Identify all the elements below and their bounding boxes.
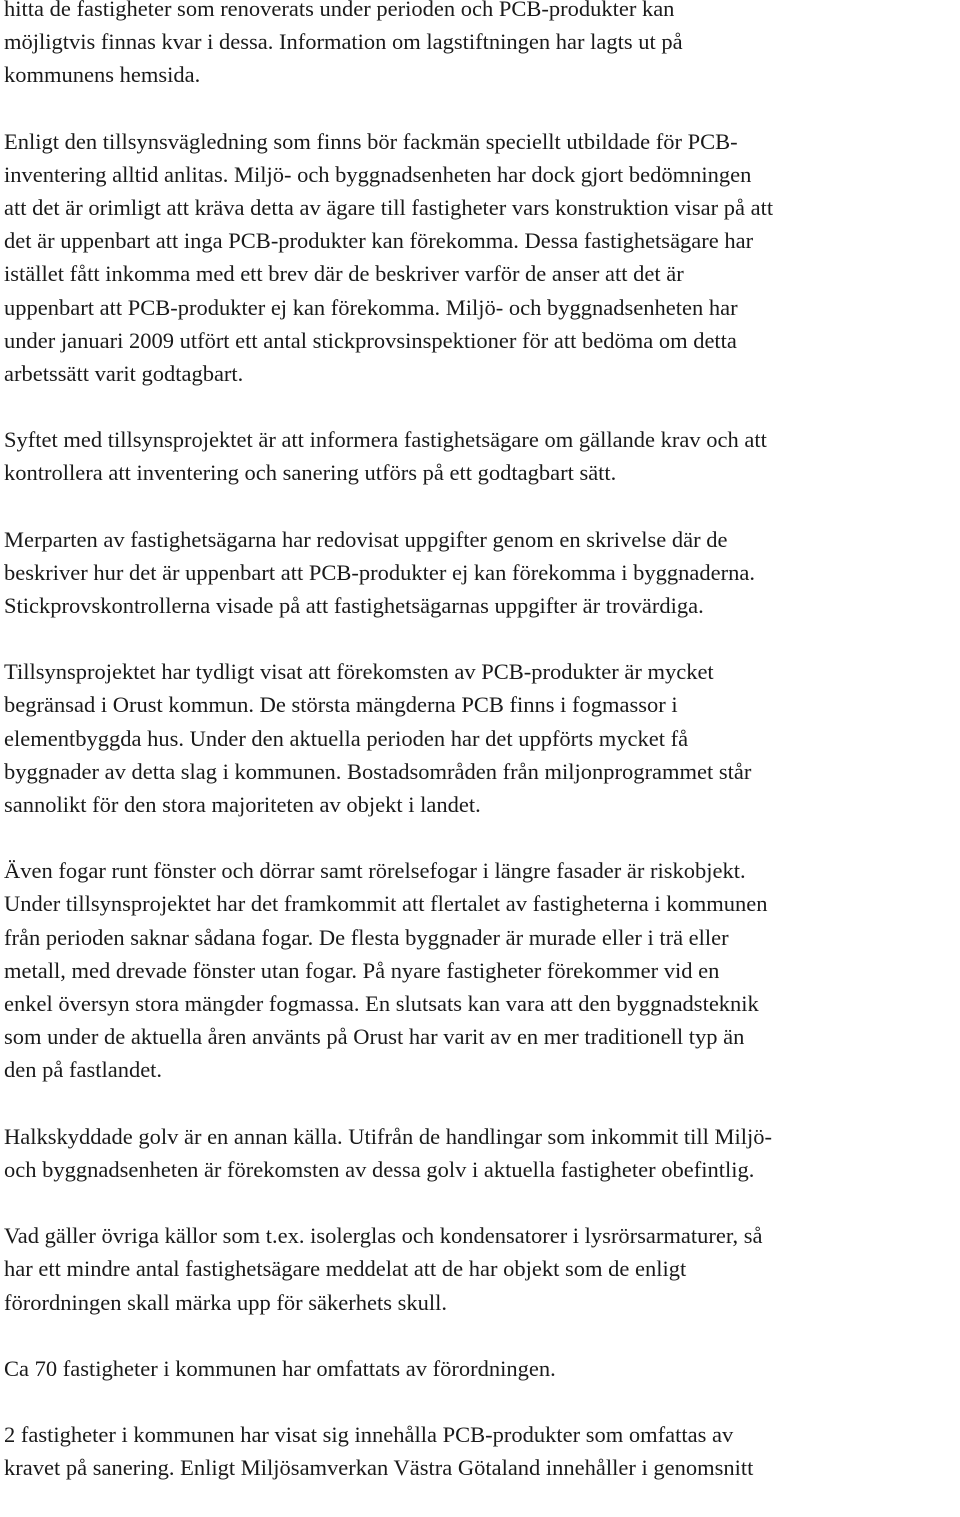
paragraph-project-purpose: Syftet med tillsynsprojektet är att informera fastighetsägare om gällande krav och att kontrollera att inventering och sanering utförs på ett godtagbart sätt.: [4, 427, 767, 486]
document-page: [4, 0, 956, 1517]
paragraph-supervision-guidance: Enligt den tillsynsvägledning som finns bör fackmän speciellt utbildade för PCB- inventering alltid anlitas. Miljö- och byggnadsenheten har dock gjort bedömningen att det är orimligt att kräva detta av ägare till fastigheter vars konstruktion visar på att det är uppenbart att inga PCB-produkter kan förekomma. Dessa fastighetsägare har istället fått inkomma med ett brev där de beskriver varför de anser att det är uppenbart att PCB-produkter ej kan förekomma. Miljö- och byggnadsenheten har under januari 2009 utfört ett antal stickprovsinspektioner för att bedöma om detta arbetssätt varit godtagbart.: [4, 128, 774, 387]
paragraph-property-count: Ca 70 fastigheter i kommunen har omfattats av förordningen.: [4, 1355, 556, 1381]
paragraph-renovated-properties: hitta de fastigheter som renoverats under perioden och PCB-produkter kan möjligtvis finnas kvar i dessa. Information om lagstiftningen har lagts ut på kommunens hemsida.: [4, 0, 683, 88]
paragraph-joints: Även fogar runt fönster och dörrar samt rörelsefogar i längre fasader är riskobjekt. Under tillsynsprojektet har det framkommit att flertalet av fastigheterna i kommunen från perioden saknar sådana fogar. De flesta byggnader är murade eller i trä eller metall, med drevade fönster utan fogar. På nyare fastigheter förekommer vid en enkel översyn stora mängder fogmassa. En slutsats kan vara att den byggnadsteknik som under de aktuella åren använts på Orust har varit av en mer traditionell typ än den på fastlandet.: [4, 858, 768, 1083]
paragraph-other-sources: Vad gäller övriga källor som t.ex. isolerglas och kondensatorer i lysrörsarmaturer, så har ett mindre antal fastighetsägare meddelat att de har objekt som de enligt förordningen skall märka upp för säkerhets skull.: [4, 1223, 763, 1315]
paragraph-sanitation-requirement: 2 fastigheter i kommunen har visat sig innehålla PCB-produkter som omfattas av kravet på sanering. Enligt Miljösamverkan Västra Götaland innehåller i genomsnitt: [4, 1421, 754, 1481]
paragraph-project-results: Tillsynsprojektet har tydligt visat att förekomsten av PCB-produkter är mycket begränsad i Orust kommun. De största mängderna PCB finns i fogmassor i elementbyggda hus. Under den aktuella perioden har det uppförts mycket få byggnader av detta slag i kommunen. Bostadsområden från miljonprogrammet står sannolikt för den stora majoriteten av objekt i landet.: [4, 659, 752, 818]
paragraph-anti-slip-floors: Halkskyddade golv är en annan källa. Utifrån de handlingar som inkommit till Miljö- och byggnadsenheten är förekomsten av dessa golv i aktuella fastigheter obefintlig.: [4, 1123, 772, 1182]
paragraph-owner-reports: Merparten av fastighetsägarna har redovisat uppgifter genom en skrivelse där de beskriver hur det är uppenbart att PCB-produkter ej kan förekomma i byggnaderna. Stickprovskontrollerna visade på att fastighetsägarnas uppgifter är trovärdiga.: [4, 526, 756, 619]
